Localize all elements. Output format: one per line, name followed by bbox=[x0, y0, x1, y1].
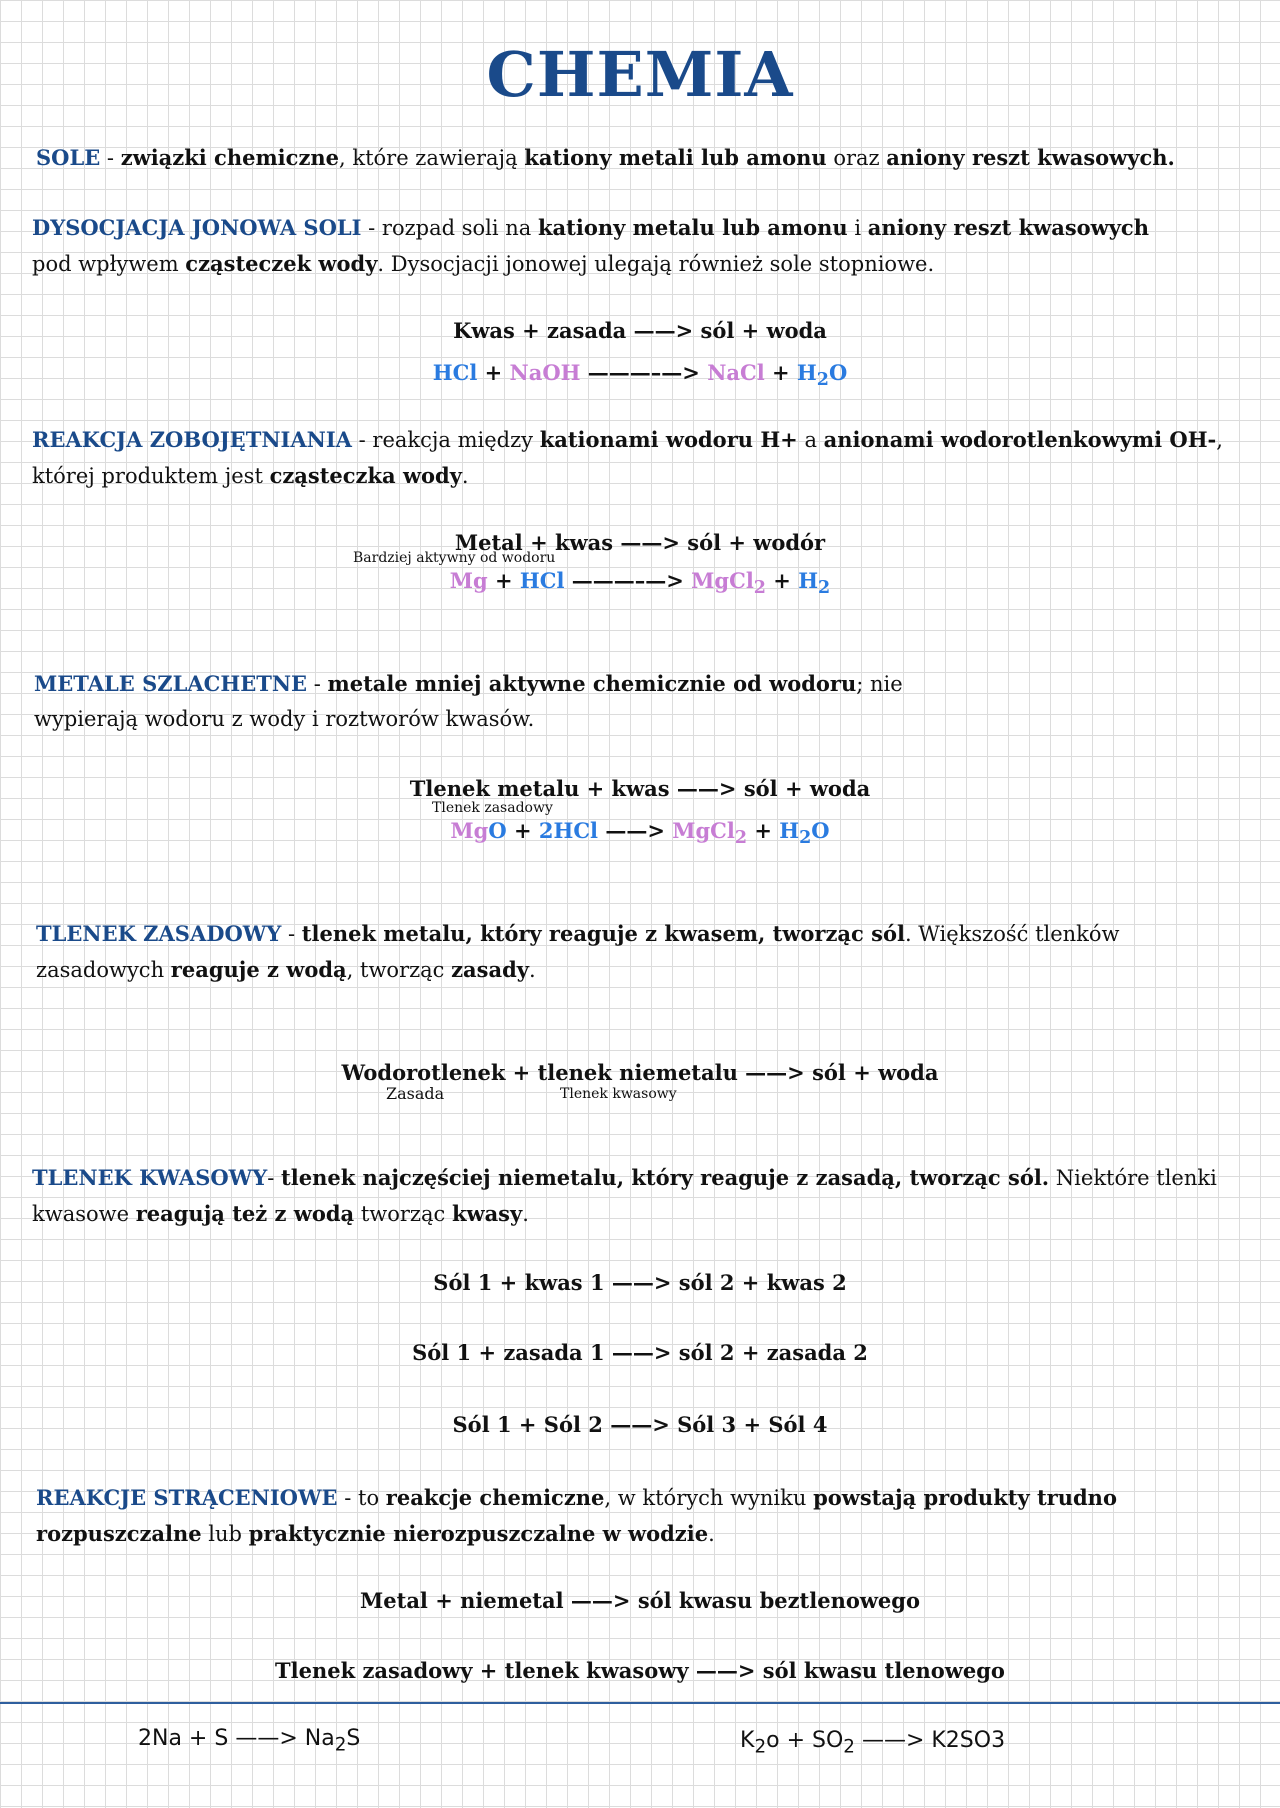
plus: + bbox=[506, 818, 539, 843]
text: . Dysocjacji jonowej ulegają również sole stopniowe. bbox=[377, 252, 935, 276]
term-szlachetne: METALE SZLACHETNE bbox=[34, 671, 308, 696]
equation-salt-salt: Sól 1 + Sól 2 ——> Sól 3 + Sól 4 bbox=[452, 1412, 828, 1437]
definition-dysocjacja bbox=[32, 210, 1252, 282]
bold-text: aniony reszt kwasowych bbox=[867, 215, 1149, 240]
term-dysocjacja: DYSOCJACJA JONOWA SOLI bbox=[32, 215, 362, 240]
definition-szlachetne bbox=[34, 666, 1254, 737]
equation-example-metal-acid bbox=[0, 568, 1280, 598]
definition-zobojetnianie bbox=[32, 422, 1252, 494]
bold-text: cząsteczek wody bbox=[185, 251, 378, 276]
plus: + bbox=[765, 568, 799, 593]
text: kwasowe bbox=[32, 1202, 136, 1226]
product: $H_2$ bbox=[798, 568, 831, 599]
reactant: MgO bbox=[450, 818, 507, 843]
text: - bbox=[267, 1166, 282, 1190]
equation-note: Tlenek kwasowy bbox=[560, 1086, 677, 1102]
text: i bbox=[847, 216, 868, 240]
plus: + bbox=[487, 568, 520, 593]
text: - to bbox=[337, 1486, 386, 1510]
reactant: HCl bbox=[519, 568, 565, 593]
text: której produktem jest bbox=[32, 464, 270, 488]
bold-text: powstają produkty trudno bbox=[813, 1485, 1117, 1510]
equation-example-oxide-acid bbox=[0, 818, 1280, 848]
product: NaCl bbox=[707, 360, 765, 385]
equation-note: Zasada bbox=[386, 1084, 445, 1103]
equation-general-neutralization: Kwas + zasada ——> sól + woda bbox=[453, 318, 827, 343]
text: , w których wyniku bbox=[604, 1486, 814, 1510]
reactant: Mg bbox=[449, 568, 488, 593]
plus: + bbox=[747, 818, 780, 843]
bold-text: reaguje z wodą bbox=[170, 957, 347, 982]
equation-oxide-oxide: Tlenek zasadowy + tlenek kwasowy ——> sól kwasu tlenowego bbox=[275, 1658, 1005, 1683]
arrow: ——> bbox=[598, 818, 673, 843]
definition-sole bbox=[36, 140, 1256, 176]
arrow: ———–—> bbox=[580, 360, 708, 385]
bold-text: anionami wodorotlenkowymi OH- bbox=[823, 427, 1217, 452]
bold-text: kwasy bbox=[451, 1201, 523, 1226]
text: - rozpad soli na bbox=[361, 216, 538, 240]
text: , bbox=[1216, 428, 1223, 452]
bold-text: praktycznie nierozpuszczalne w wodzie bbox=[248, 1521, 709, 1546]
equation-general-base-oxide: Wodorotlenek + tlenek niemetalu ——> sól + woda bbox=[341, 1060, 939, 1085]
equation-note: Bardziej aktywny od wodoru bbox=[353, 550, 556, 566]
plus: + bbox=[764, 360, 797, 385]
text: - reakcja między bbox=[351, 428, 540, 452]
example-right: $K_2o + SO_2$ ——> K2SO3 bbox=[740, 1728, 1006, 1758]
text: . bbox=[522, 1202, 529, 1226]
text: a bbox=[797, 428, 824, 452]
term-zobojetnianie: REAKCJA ZOBOJĘTNIANIA bbox=[32, 427, 352, 452]
reactant: NaOH bbox=[509, 360, 581, 385]
definition-tlenek-zasadowy bbox=[36, 916, 1256, 988]
product: MgCl$_2$ bbox=[672, 818, 748, 849]
text: oraz bbox=[826, 146, 887, 170]
text: . Większość tlenków bbox=[904, 922, 1120, 946]
text: wypierają wodoru z wody i roztworów kwasów. bbox=[34, 707, 535, 731]
text: . bbox=[708, 1522, 715, 1546]
bold-text: tlenek najczęściej niemetalu, który reaguje z zasadą, tworząc sól. bbox=[281, 1165, 1050, 1190]
product: $H_2O$ bbox=[796, 360, 848, 391]
bold-text: kationy metalu lub amonu bbox=[538, 215, 848, 240]
reactant: HCl bbox=[432, 360, 478, 385]
bold-text: metale mniej aktywne chemicznie od wodoru bbox=[327, 671, 857, 696]
text: . bbox=[528, 958, 536, 982]
text: - bbox=[281, 922, 302, 946]
text: - bbox=[307, 672, 328, 696]
text: ; nie bbox=[856, 672, 903, 696]
arrow: ———–—> bbox=[564, 568, 692, 593]
plus: + bbox=[477, 360, 510, 385]
bold-text: rozpuszczalne bbox=[36, 1521, 202, 1546]
term-sole: SOLE bbox=[36, 145, 101, 170]
equation-general-oxide-acid: Tlenek metalu + kwas ——> sól + woda bbox=[409, 776, 871, 801]
text: lub bbox=[201, 1522, 249, 1546]
divider-line bbox=[0, 1702, 1280, 1704]
text: pod wpływem bbox=[32, 252, 186, 276]
equation-salt-acid: Sól 1 + kwas 1 ——> sól 2 + kwas 2 bbox=[433, 1270, 847, 1295]
equation-note: Tlenek zasadowy bbox=[432, 800, 553, 816]
bold-text: cząsteczka wody bbox=[269, 463, 462, 488]
bold-text: kationami wodoru H+ bbox=[539, 427, 798, 452]
bold-text: zasady bbox=[451, 957, 529, 982]
page-title: CHEMIA bbox=[486, 38, 794, 111]
text: . bbox=[461, 464, 469, 488]
bold-text: aniony reszt kwasowych. bbox=[886, 145, 1175, 170]
text: zasadowych bbox=[36, 958, 171, 982]
text: , które zawierają bbox=[339, 146, 525, 170]
equation-example-neutralization bbox=[0, 360, 1280, 390]
bold-text: tlenek metalu, który reaguje z kwasem, tworząc sól bbox=[301, 921, 905, 946]
bold-text: reakcje chemiczne bbox=[385, 1485, 605, 1510]
product: MgCl$_2$ bbox=[691, 568, 766, 599]
definition-tlenek-kwasowy bbox=[32, 1160, 1252, 1232]
text: , tworząc bbox=[346, 958, 452, 982]
bold-text: reagują też z wodą bbox=[135, 1201, 355, 1226]
equation-metal-nonmetal: Metal + niemetal ——> sól kwasu beztlenowego bbox=[360, 1588, 920, 1613]
equation-general-metal-acid: Metal + kwas ——> sól + wodór bbox=[454, 530, 826, 555]
text: Niektóre tlenki bbox=[1049, 1166, 1217, 1190]
reactant: 2HCl bbox=[538, 818, 599, 843]
bold-text: kationy metali lub amonu bbox=[524, 145, 827, 170]
term-tlenek-zasadowy: TLENEK ZASADOWY bbox=[36, 921, 282, 946]
term-tlenek-kwasowy: TLENEK KWASOWY bbox=[32, 1165, 268, 1190]
example-left: 2Na + S ——> $Na_2S$ bbox=[138, 1726, 361, 1756]
bold-text: związki chemiczne bbox=[120, 145, 339, 170]
term-straceniowe: REAKCJE STRĄCENIOWE bbox=[36, 1485, 338, 1510]
equation-salt-base: Sól 1 + zasada 1 ——> sól 2 + zasada 2 bbox=[412, 1340, 868, 1365]
text: tworząc bbox=[354, 1202, 452, 1226]
definition-straceniowe bbox=[36, 1480, 1256, 1552]
product: $H_2O$ bbox=[779, 818, 830, 849]
text: - bbox=[100, 146, 121, 170]
